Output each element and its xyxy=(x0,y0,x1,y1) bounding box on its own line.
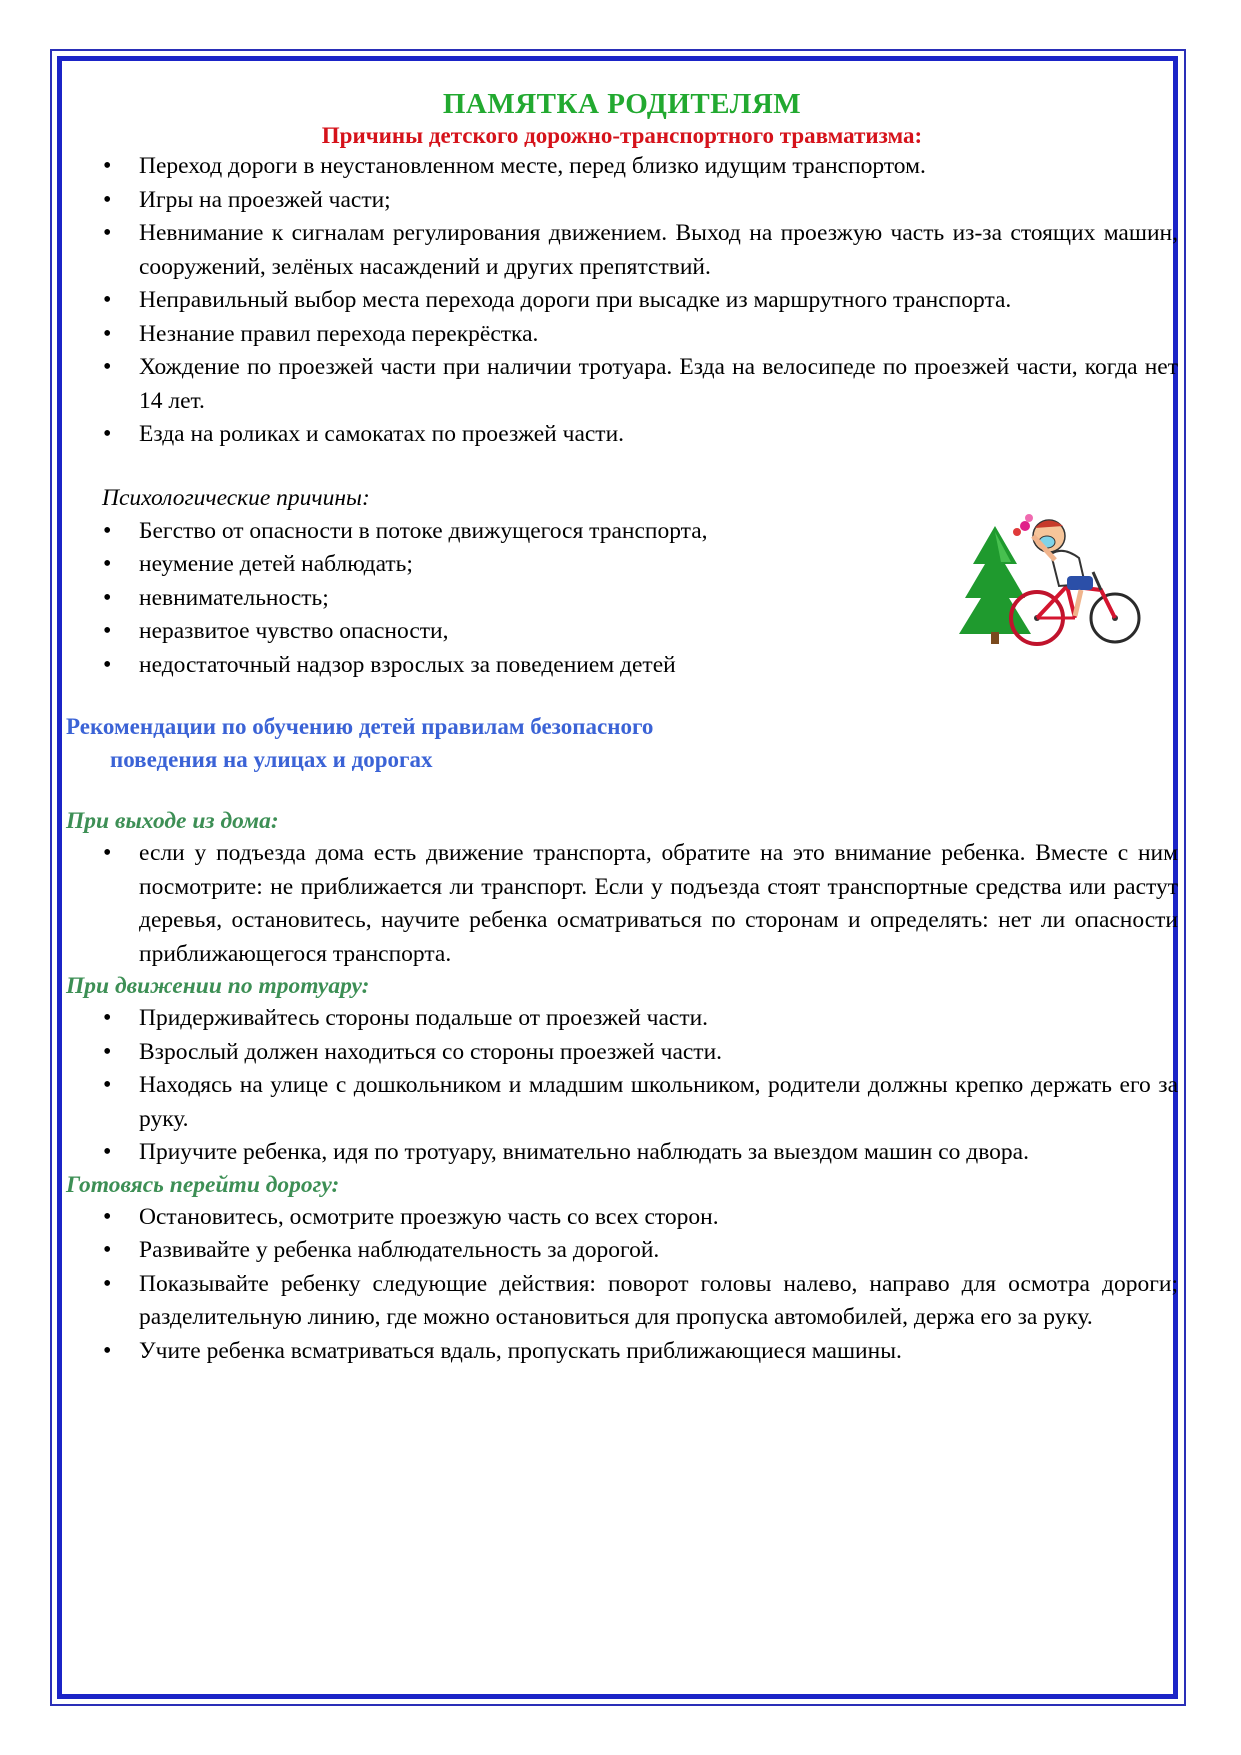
list-item: • Бегство от опасности в потоке движущегося транспорта, xyxy=(66,515,1178,549)
list-item: • неумение детей наблюдать; xyxy=(66,548,1178,582)
list-item: • если у подъезда дома есть движение транспорта, обратите на это внимание ребенка. Вместе с ним посмотрите: не приближается ли транспорт. Если у подъезда стоят транспортные средства или растут деревья, остановитесь, научите ребенка осматриваться по сторонам и определять: нет ли опасности приближающегося транспорта. xyxy=(66,837,1178,971)
list-item: • Приучите ребенка, идя по тротуару, внимательно наблюдать за выездом машин со двора. xyxy=(66,1136,1178,1170)
list-item: • невнимательность; xyxy=(66,582,1178,616)
leaving-home-list xyxy=(66,837,1178,971)
list-item: • неразвитое чувство опасности, xyxy=(66,615,1178,649)
sidewalk-list xyxy=(66,1002,1178,1170)
recommendations-line-2: поведения на улицах и дорогах xyxy=(110,747,433,772)
list-item: • Находясь на улице с дошкольником и младшим школьником, родители должны крепко держать его за руку. xyxy=(66,1069,1178,1136)
page-title: ПАМЯТКА РОДИТЕЛЯМ xyxy=(442,88,802,120)
recommendations-line-1: Рекомендации по обучению детей правилам безопасного xyxy=(66,714,654,739)
list-item: • Переход дороги в неустановленном месте, перед близко идущим транспортом. xyxy=(66,150,1178,184)
list-item: • Невнимание к сигналам регулирования движением. Выход на проезжую часть из-за стоящих машин, сооружений, зелёных насаждений и других препятствий. xyxy=(66,217,1178,284)
list-item: • Неправильный выбор места перехода дороги при высадке из маршрутного транспорта. xyxy=(66,284,1178,318)
list-item: • недостаточный надзор взрослых за поведением детей xyxy=(66,649,1178,683)
psychological-heading: Психологические причины: xyxy=(102,484,370,511)
crossing-list xyxy=(66,1201,1178,1369)
list-item: • Хождение по проезжей части при наличии тротуара. Езда на велосипеде по проезжей части, когда нет 14 лет. xyxy=(66,351,1178,418)
list-item: • Учите ребенка всматриваться вдаль, пропускать приближающиеся машины. xyxy=(66,1335,1178,1369)
child-cyclist-illustration xyxy=(955,506,1145,656)
page-subtitle: Причины детского дорожно-транспортного травматизма: xyxy=(321,123,923,148)
list-item: • Игры на проезжей части; xyxy=(66,184,1178,218)
list-item: • Показывайте ребенку следующие действия: поворот головы налево, направо для осмотра дороги; разделительную линию, где можно остановиться для пропуска автомобилей, держа его за руку. xyxy=(66,1268,1178,1335)
section-heading-leaving-home: При выходе из дома: xyxy=(66,808,279,834)
list-item: • Остановитесь, осмотрите проезжую часть со всех сторон. xyxy=(66,1201,1178,1235)
list-item: • Взрослый должен находиться со стороны проезжей части. xyxy=(66,1036,1178,1070)
list-item: • Придерживайтесь стороны подальше от проезжей части. xyxy=(66,1002,1178,1036)
section-heading-crossing: Готовясь перейти дорогу: xyxy=(66,1171,340,1198)
recommendations-heading xyxy=(66,710,1178,776)
list-item: • Развивайте у ребенка наблюдательность за дорогой. xyxy=(66,1234,1178,1268)
list-item: • Езда на роликах и самокатах по проезжей части. xyxy=(66,418,1178,452)
causes-list xyxy=(66,150,1178,452)
memo-content xyxy=(66,86,1178,1368)
section-heading-sidewalk: При движении по тротуару: xyxy=(66,973,370,999)
list-item: • Незнание правил перехода перекрёстка. xyxy=(66,318,1178,352)
